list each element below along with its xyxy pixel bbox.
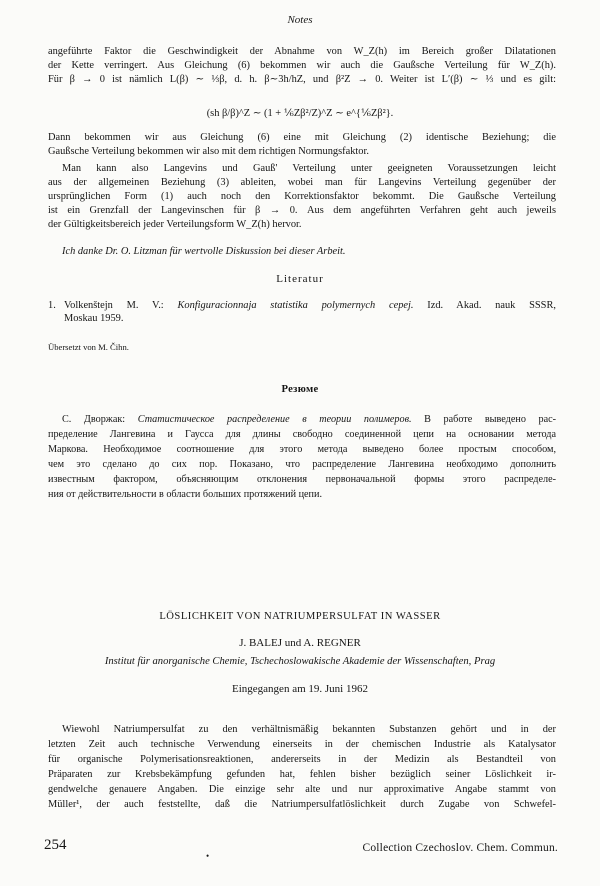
journal-name: Collection Czechoslov. Chem. Commun. (362, 842, 558, 854)
running-header: Notes (287, 14, 313, 26)
received-date: Eingegangen am 19. Juni 1962 (232, 683, 368, 695)
text-line: angeführte Faktor die Geschwindigkeit der Abnahme von W_Z(h) im Bereich großer Dilatationen (48, 46, 556, 57)
body-line: für organische Polymerisationsreaktionen, andererseits in der Medizin als Bestandteil von (48, 754, 556, 765)
summary-heading: Резюме (281, 384, 319, 395)
summary-line: чем это сделано до сих пор. Показано, что распределение Лангевина необходимо дополнить (48, 459, 556, 470)
text-line: der Gültigkeitsbereich jeder Verteilungsform W_Z(h) hervor. (48, 219, 302, 230)
text-line: Man kann also Langevins und Gauß' Verteilung unter geeigneten Voraussetzungen leicht (62, 163, 556, 174)
summary-line: известным фактором, объясняющим отклонения первоначальной формы этого распределе- (48, 474, 556, 485)
text-line: ursprünglichen Form (1) auch noch den Korrektionsfaktor bekommt. Die Gaußsche Verteilung (48, 191, 556, 202)
summary-line: Маркова. Необходимое соотношение для этого метода выведено более простым способом, (48, 444, 556, 455)
equation: (sh β/β)^Z ∼ (1 + ⅙Zβ²/Z)^Z ∼ e^{⅙Zβ²}. (206, 108, 394, 119)
page-number: 254 (44, 837, 67, 853)
article-title: LÖSLICHKEIT VON NATRIUMPERSULFAT IN WASSER (159, 611, 441, 622)
text-line: der Kette verringert. Aus Gleichung (6) bekommen wir auch die Gaußsche Verteilung für W_Z(h). (48, 60, 556, 71)
summary-line: пределение Лангевина и Гаусса для длины свободно соединенной цепи на основании метода (48, 429, 556, 440)
summary-line (62, 413, 556, 426)
summary-line: ния от действительности в области больших протяжений цепи. (48, 489, 322, 500)
article-institute: Institut für anorganische Chemie, Tschechoslowakische Akademie der Wissenschaften, Prag (104, 656, 496, 667)
reference-entry (48, 299, 556, 325)
text-line: Gaußsche Verteilung bekommen wir also mit dem richtigen Normungsfaktor. (48, 146, 369, 157)
reference-number: 1. (48, 300, 56, 311)
body-line: Präparaten zur Krebsbekämpfung gefunden hat, fehlen bisher bezüglich seiner Löslichkeit ir- (48, 769, 556, 780)
summary-text: В работе выведено рас- (424, 414, 556, 425)
speck: • (206, 851, 210, 861)
reference-title: Konfiguracionnaja statistika polymernych cepej. (177, 300, 414, 311)
text-line: Dann bekommen wir aus Gleichung (6) eine mit Gleichung (2) identische Beziehung; die (48, 132, 556, 143)
acknowledgement: Ich danke Dr. O. Litzman für wertvolle Diskussion bei dieser Arbeit. (62, 246, 346, 257)
body-line: letzten Zeit auch technische Verwendung einerseits in der chemischen Industrie als Katalysator (48, 739, 556, 750)
text-line: Für β → 0 ist nämlich L(β) ∼ ⅓β, d. h. β∼3h/hZ, und β²Z → 0. Weiter ist L′(β) ∼ ⅓ und es gilt: (48, 74, 556, 85)
article-authors: J. BALEJ und A. REGNER (239, 637, 361, 649)
reference-place-year: Moskau 1959. (64, 313, 124, 324)
body-line: Müller¹, der auch feststellte, daß die Natriumpersulfatlöslichkeit durch Zugabe von Schwefel- (48, 799, 556, 810)
summary-author: С. Дворжак: (62, 414, 126, 425)
text-line: ist ein Grenzfall der Langevinschen für β → 0. Aus dem angeführten Verfahren geht auch jeweils (48, 205, 556, 216)
summary-title: Статистическое распределение в теории полимеров. (137, 414, 412, 425)
translator-note: Übersetzt von M. Čihn. (48, 342, 129, 352)
body-line: Wiewohl Natriumpersulfat zu den verhältnismäßig bekannten Substanzen gehört und in der (62, 724, 556, 735)
reference-author: Volkenštejn M. V.: (64, 300, 164, 311)
reference-publisher: Izd. Akad. nauk SSSR, (427, 300, 556, 311)
literature-heading: Literatur (276, 273, 324, 285)
body-line: gendwelche genauere Angaben. Die einzige sehr alte und nur approximative Angabe stammt von (48, 784, 556, 795)
text-line: aus der allgemeinen Beziehung (3) ableiten, wobei man für Langevins Verteilung gegenüber der (48, 177, 556, 188)
